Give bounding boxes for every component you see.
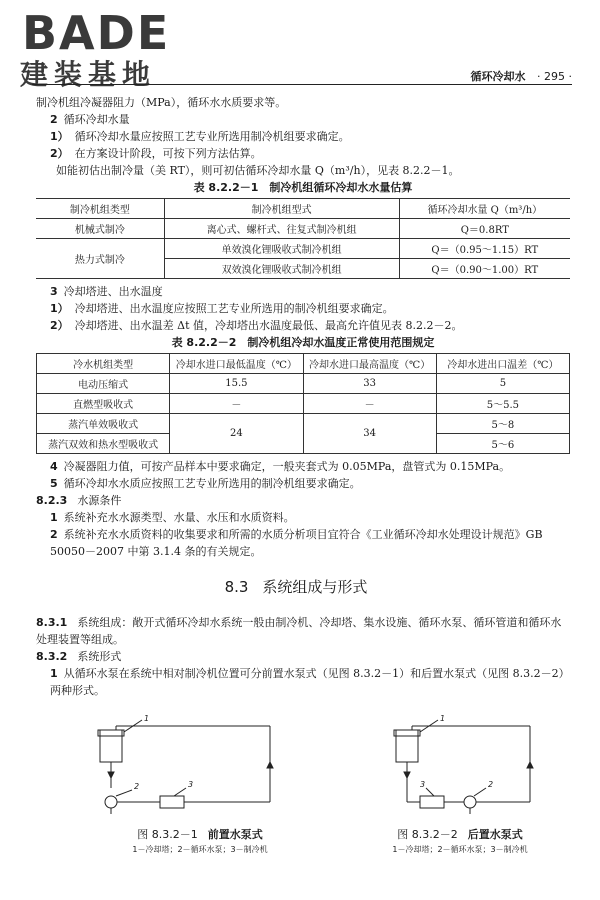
item-2-1-num: 1） [50, 130, 69, 143]
item-2-2-text: 在方案设计阶段，可按下列方法估算。 [74, 147, 262, 160]
fig1-number: 图 8.3.2－1 [137, 828, 198, 841]
item-8-3-2-1 [36, 665, 570, 699]
page-number: · 295 · [537, 70, 572, 83]
table-cell: 5 [436, 374, 569, 394]
fig2-label-3: 3 [420, 780, 426, 789]
table-cell: 双效溴化锂吸收式制冷机组 [164, 259, 399, 279]
table1-header-cell: 循环冷却水量 Q（m³/h） [399, 199, 570, 219]
table-row [36, 219, 570, 239]
item-3-num: 3 [50, 285, 58, 298]
section-8-3-1-num: 8.3.1 [36, 616, 68, 629]
item-3-2 [36, 317, 570, 334]
chiller-icon [160, 796, 184, 808]
figure-8-3-2-1 [70, 714, 330, 868]
fig2-caption [330, 826, 590, 842]
page-body [36, 94, 570, 699]
section-8-3-num: 8.3 [224, 578, 249, 596]
running-head [471, 68, 572, 84]
section-8-3-1 [36, 614, 570, 648]
item-3-2-num: 2） [50, 319, 69, 332]
table-cell: 蒸汽单效吸收式 [37, 414, 170, 434]
section-8-2-3-title: 水源条件 [77, 494, 122, 507]
item-2-num: 2 [50, 113, 58, 126]
section-8-3-2 [36, 648, 570, 665]
table-cell: 热力式制冷 [36, 239, 164, 279]
fig2-legend: 1－冷却塔；2－循环水泵；3－制冷机 [392, 845, 528, 854]
section-heading-8-3 [36, 578, 570, 596]
item-5-num: 5 [50, 477, 58, 490]
table-cell: 单效溴化锂吸收式制冷机组 [164, 239, 399, 259]
item-8-2-3-1-text: 系统补充水水源类型、水量、水压和水质资料。 [63, 511, 295, 524]
item-5-text: 循环冷却水水质应按照工艺专业所选用的制冷机组要求确定。 [63, 477, 361, 490]
circulating-pump-icon [464, 796, 476, 808]
section-8-3-2-title: 系统形式 [77, 650, 122, 663]
item-4 [36, 458, 570, 475]
fig2-label-2: 2 [488, 780, 494, 789]
item-3-1 [36, 300, 570, 317]
item-8-3-2-1-num: 1 [50, 667, 58, 680]
table-cell: 5～6 [436, 434, 569, 454]
item-3-1-text: 冷却塔进、出水温度应按照工艺专业所选用的制冷机组要求确定。 [74, 302, 394, 315]
table-cell: 33 [303, 374, 436, 394]
diagram-front-pump [70, 718, 330, 828]
fig1-legend: 1－冷却塔；2－循环水泵；3－制冷机 [132, 845, 268, 854]
table-cell: 离心式、螺杆式、往复式制冷机组 [164, 219, 399, 239]
item-3-2-text: 冷却塔进、出水温差 Δt 值，冷却塔出水温度最低、最高允许值见表 8.2.2－2。 [74, 319, 463, 332]
running-head-title: 循环冷却水 [470, 70, 526, 83]
section-8-2-3 [36, 492, 570, 509]
logo-subtitle: 建装基地 [20, 58, 157, 91]
table-cell: 24 [170, 414, 303, 454]
section-8-3-2-num: 8.3.2 [36, 650, 68, 663]
item-8-2-3-2 [36, 526, 570, 560]
section-8-3-title: 系统组成与形式 [262, 578, 368, 596]
table-cell: Q＝0.8RT [399, 219, 570, 239]
table-cell: Q＝（0.95～1.15）RT [399, 239, 570, 259]
paragraph-1: 制冷机组冷凝器阻力（MPa），循环水水质要求等。 [36, 96, 287, 109]
item-2-1 [36, 128, 570, 145]
table-cell: 蒸汽双效和热水型吸收式 [37, 434, 170, 454]
item-3-text: 冷却塔进、出水温度 [63, 285, 163, 298]
table1-header-cell: 制冷机组型式 [164, 199, 399, 219]
table-row [36, 239, 570, 259]
logo-brand: BADE [22, 6, 171, 60]
section-8-3-1-text: 系统组成：敞开式循环冷却水系统一般由制冷机、冷却塔、集水设施、循环水泵、循环管道和循环水处理装置等组成。 [36, 616, 562, 646]
diagram-rear-pump [330, 718, 590, 828]
fig2-title: 后置水泵式 [467, 828, 523, 841]
cooling-tower-icon [396, 730, 418, 762]
table-cell: Q＝（0.90～1.00）RT [399, 259, 570, 279]
fig1-label-1: 1 [144, 714, 150, 723]
table-cell: － [303, 394, 436, 414]
logo [10, 6, 180, 90]
table-cell: 直燃型吸收式 [37, 394, 170, 414]
item-3-1-num: 1） [50, 302, 69, 315]
table2-header-cell: 冷却水进口最低温度（℃） [170, 354, 303, 374]
item-2-2-num: 2） [50, 147, 69, 160]
cooling-tower-icon [100, 730, 122, 762]
table-cell: 电动压缩式 [37, 374, 170, 394]
table2-header-cell: 冷却水进出口温差（℃） [436, 354, 569, 374]
table2 [36, 353, 570, 454]
table-cell: － [170, 394, 303, 414]
table2-caption: 表 8.2.2－2 制冷机组冷却水温度正常使用范围规定 [171, 336, 435, 349]
fig1-label-2: 2 [134, 782, 140, 791]
item-5 [36, 475, 570, 492]
table-row [37, 394, 570, 414]
table1-header-cell: 制冷机组类型 [36, 199, 164, 219]
header-rule [32, 84, 572, 85]
item-8-2-3-1-num: 1 [50, 511, 58, 524]
table-cell: 34 [303, 414, 436, 454]
fig1-caption [70, 826, 330, 842]
item-8-2-3-2-text: 系统补充水水质资料的收集要求和所需的水质分析项目宜符合《工业循环冷却水处理设计规范》GB 50050－2007 中第 3.1.4 条的有关规定。 [50, 528, 543, 558]
item-8-2-3-2-num: 2 [50, 528, 58, 541]
table2-header-cell: 冷水机组类型 [37, 354, 170, 374]
item-3 [36, 283, 570, 300]
table-row [37, 414, 570, 434]
table-cell: 机械式制冷 [36, 219, 164, 239]
section-8-2-3-num: 8.2.3 [36, 494, 68, 507]
figure-8-3-2-2 [330, 714, 590, 868]
item-4-num: 4 [50, 460, 58, 473]
item-2-text: 循环冷却水量 [63, 113, 130, 126]
cooling-tower-top-icon [98, 730, 124, 736]
table1 [36, 198, 570, 279]
table1-header-row [36, 199, 570, 219]
fig1-title: 前置水泵式 [207, 828, 263, 841]
chiller-icon [420, 796, 444, 808]
item-8-2-3-1 [36, 509, 570, 526]
circulating-pump-icon [105, 796, 117, 808]
cooling-tower-top-icon [394, 730, 420, 736]
item-2 [36, 111, 570, 128]
table2-header-row [37, 354, 570, 374]
fig2-label-1: 1 [440, 714, 446, 723]
table-cell: 5～5.5 [436, 394, 569, 414]
table2-header-cell: 冷却水进口最高温度（℃） [303, 354, 436, 374]
item-2-2 [36, 145, 570, 162]
table-row [37, 374, 570, 394]
item-2-3: 如能初估出制冷量（美 RT），则可初估循环冷却水量 Q（m³/h），见表 8.2.2－1。 [56, 164, 460, 177]
table-cell: 15.5 [170, 374, 303, 394]
item-2-1-text: 循环冷却水量应按照工艺专业所选用制冷机组要求确定。 [74, 130, 350, 143]
fig1-label-3: 3 [188, 780, 194, 789]
item-4-text: 冷凝器阻力值，可按产品样本中要求确定，一般夹套式为 0.05MPa，盘管式为 0.15MPa。 [63, 460, 511, 473]
fig2-number: 图 8.3.2－2 [397, 828, 458, 841]
item-8-3-2-1-text: 从循环水泵在系统中相对制冷机位置可分前置水泵式（见图 8.3.2－1）和后置水泵式（见图 8.3.2－2）两种形式。 [50, 667, 570, 697]
table-cell: 5～8 [436, 414, 569, 434]
table1-caption: 表 8.2.2－1 制冷机组循环冷却水水量估算 [193, 181, 413, 194]
